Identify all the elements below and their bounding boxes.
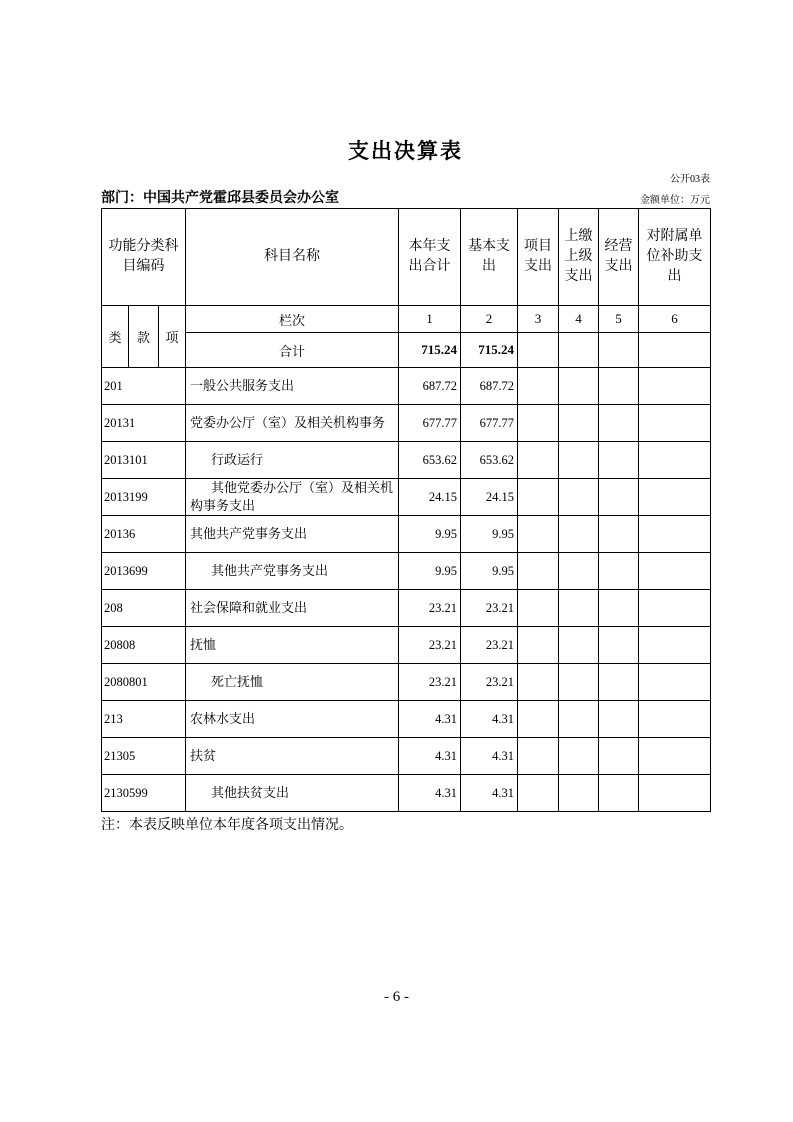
value-cell [639, 590, 711, 627]
value-cell [559, 368, 599, 405]
name-cell: 党委办公厅（室）及相关机构事务 [186, 405, 399, 442]
value-cell [518, 701, 559, 738]
value-cell: 23.21 [399, 664, 461, 701]
value-cell: 687.72 [399, 368, 461, 405]
col-header-upturn: 上缴上级支出 [559, 209, 599, 306]
value-cell [518, 664, 559, 701]
value-cell [559, 627, 599, 664]
total-value [599, 333, 639, 368]
total-label: 合计 [186, 333, 399, 368]
value-cell [559, 405, 599, 442]
value-cell [599, 516, 639, 553]
col-header-code: 功能分类科目编码 [102, 209, 186, 306]
value-cell [518, 590, 559, 627]
table-row [102, 479, 711, 516]
name-cell: 其他扶贫支出 [186, 775, 399, 812]
page-title: 支出决算表 [348, 140, 463, 163]
value-cell: 9.95 [399, 553, 461, 590]
value-cell: 23.21 [461, 664, 518, 701]
name-cell: 农林水支出 [186, 701, 399, 738]
value-cell: 687.72 [461, 368, 518, 405]
column-index-6: 6 [639, 306, 711, 333]
value-cell: 24.15 [461, 479, 518, 516]
value-cell: 4.31 [461, 775, 518, 812]
table-row [102, 516, 711, 553]
column-index-4: 4 [559, 306, 599, 333]
value-cell [518, 775, 559, 812]
total-value: 715.24 [461, 333, 518, 368]
name-cell: 一般公共服务支出 [186, 368, 399, 405]
value-cell [518, 627, 559, 664]
value-cell [559, 553, 599, 590]
col-header-basic: 基本支出 [461, 209, 518, 306]
value-cell [518, 405, 559, 442]
value-cell [518, 553, 559, 590]
code-cell: 2130599 [102, 775, 186, 812]
col-header-project: 项目支出 [518, 209, 559, 306]
department-label: 部门：中国共产党霍邱县委员会办公室 [101, 191, 339, 206]
column-index-5: 5 [599, 306, 639, 333]
value-cell: 4.31 [461, 701, 518, 738]
value-cell: 4.31 [399, 701, 461, 738]
value-cell [518, 516, 559, 553]
value-cell [639, 368, 711, 405]
total-value [559, 333, 599, 368]
name-cell: 社会保障和就业支出 [186, 590, 399, 627]
value-cell [518, 479, 559, 516]
value-cell [518, 368, 559, 405]
value-cell: 9.95 [461, 553, 518, 590]
value-cell: 9.95 [461, 516, 518, 553]
value-cell: 9.95 [399, 516, 461, 553]
value-cell [559, 738, 599, 775]
value-cell [599, 442, 639, 479]
table-row [102, 738, 711, 775]
value-cell [599, 627, 639, 664]
value-cell: 677.77 [461, 405, 518, 442]
value-cell [639, 701, 711, 738]
total-value [639, 333, 711, 368]
value-cell: 23.21 [399, 627, 461, 664]
code-cell: 20808 [102, 627, 186, 664]
column-index-3: 3 [518, 306, 559, 333]
meta-row [101, 187, 710, 208]
table-row [102, 553, 711, 590]
name-cell: 其他党委办公厅（室）及相关机构事务支出 [186, 479, 399, 516]
table-row [102, 590, 711, 627]
value-cell [639, 627, 711, 664]
code-cell: 213 [102, 701, 186, 738]
code-cell: 2013699 [102, 553, 186, 590]
value-cell [639, 664, 711, 701]
table-row [102, 701, 711, 738]
column-index-label: 栏次 [186, 306, 399, 333]
value-cell: 653.62 [461, 442, 518, 479]
table-note: 注：本表反映单位本年度各项支出情况。 [101, 818, 353, 833]
value-cell [639, 738, 711, 775]
value-cell [599, 405, 639, 442]
value-cell [639, 479, 711, 516]
value-cell [518, 442, 559, 479]
code-cell: 20131 [102, 405, 186, 442]
total-value [518, 333, 559, 368]
value-cell [559, 664, 599, 701]
value-cell [559, 442, 599, 479]
value-cell [599, 590, 639, 627]
column-index-row [102, 306, 711, 333]
value-cell [599, 664, 639, 701]
value-cell [639, 405, 711, 442]
value-cell [639, 775, 711, 812]
name-cell: 其他共产党事务支出 [186, 516, 399, 553]
table-row [102, 368, 711, 405]
value-cell: 4.31 [399, 775, 461, 812]
value-cell: 653.62 [399, 442, 461, 479]
value-cell: 23.21 [461, 590, 518, 627]
col-header-subject: 科目名称 [186, 209, 399, 306]
column-index-2: 2 [461, 306, 518, 333]
value-cell [599, 368, 639, 405]
total-value: 715.24 [399, 333, 461, 368]
name-cell: 死亡抚恤 [186, 664, 399, 701]
column-index-1: 1 [399, 306, 461, 333]
col-header-total: 本年支出合计 [399, 209, 461, 306]
value-cell [599, 553, 639, 590]
header-row [102, 209, 711, 306]
code-sub-class: 类 [102, 306, 129, 368]
value-cell: 23.21 [461, 627, 518, 664]
name-cell: 行政运行 [186, 442, 399, 479]
table-row [102, 627, 711, 664]
value-cell [599, 479, 639, 516]
code-cell: 21305 [102, 738, 186, 775]
value-cell: 23.21 [399, 590, 461, 627]
name-cell: 抚恤 [186, 627, 399, 664]
value-cell [559, 775, 599, 812]
table-row [102, 664, 711, 701]
value-cell: 4.31 [399, 738, 461, 775]
code-sub-section: 款 [129, 306, 159, 368]
name-cell: 其他共产党事务支出 [186, 553, 399, 590]
total-row [102, 333, 711, 368]
code-cell: 20136 [102, 516, 186, 553]
unit-label: 金额单位：万元 [640, 195, 710, 206]
value-cell [559, 516, 599, 553]
col-header-subsidy: 对附属单位补助支出 [639, 209, 711, 306]
value-cell: 4.31 [461, 738, 518, 775]
value-cell: 677.77 [399, 405, 461, 442]
value-cell [639, 442, 711, 479]
col-header-operating: 经营支出 [599, 209, 639, 306]
value-cell [639, 553, 711, 590]
value-cell [559, 479, 599, 516]
code-cell: 2013199 [102, 479, 186, 516]
value-cell [639, 516, 711, 553]
page-number: - 6 - [384, 989, 409, 1005]
report-sheet [101, 140, 710, 835]
expenditure-table [101, 208, 711, 812]
value-cell [599, 701, 639, 738]
value-cell [518, 738, 559, 775]
table-row [102, 442, 711, 479]
value-cell [599, 775, 639, 812]
table-row [102, 405, 711, 442]
value-cell [599, 738, 639, 775]
value-cell [559, 590, 599, 627]
name-cell: 扶贫 [186, 738, 399, 775]
code-cell: 2080801 [102, 664, 186, 701]
value-cell: 24.15 [399, 479, 461, 516]
code-sub-item: 项 [159, 306, 186, 368]
code-cell: 2013101 [102, 442, 186, 479]
code-cell: 201 [102, 368, 186, 405]
form-code-label: 公开03表 [670, 174, 710, 185]
table-row [102, 775, 711, 812]
value-cell [559, 701, 599, 738]
code-cell: 208 [102, 590, 186, 627]
